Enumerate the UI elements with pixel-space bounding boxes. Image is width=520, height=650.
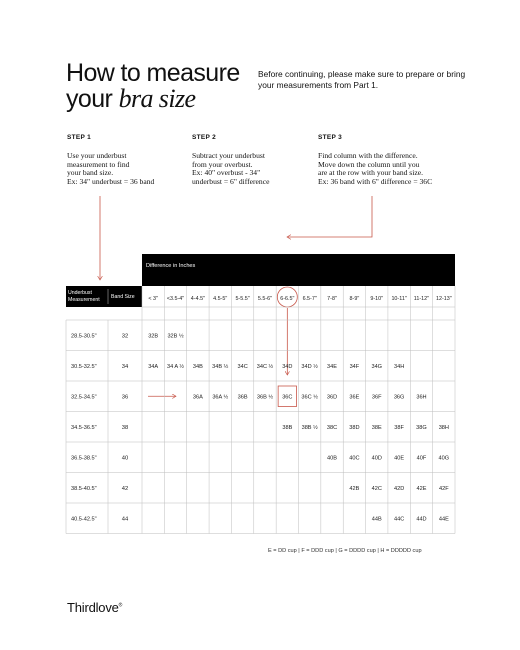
size-cell: 34D: [282, 363, 293, 370]
size-cell: 34A: [148, 363, 159, 370]
column-label: 6.5-7": [302, 296, 317, 302]
size-cell: 42B: [349, 485, 360, 492]
column-label: 8-9": [349, 296, 360, 302]
size-cell: 38H: [438, 424, 449, 431]
underbust-measurement: 38.5-40.5": [71, 485, 97, 492]
size-grid: [66, 254, 455, 534]
size-cell: 34H: [393, 363, 405, 370]
size-cell: 44C: [393, 516, 405, 523]
step-line: Find column with the difference.: [318, 151, 418, 160]
size-cell: 42D: [393, 485, 405, 492]
size-cell: 40E: [394, 455, 405, 462]
size-cell: 36E: [349, 394, 360, 401]
step-label: STEP 3: [318, 134, 343, 141]
step-line: your band size.: [67, 168, 114, 178]
band-size: 34: [121, 363, 129, 370]
brand-name: Thirdlove: [67, 600, 119, 615]
size-cell: 38C: [326, 424, 338, 431]
column-label: < 3": [148, 296, 158, 302]
size-cell: 38B ½: [301, 424, 318, 431]
size-cell: 32B: [148, 333, 159, 340]
underbust-header-line2: Measurement: [68, 297, 100, 303]
size-cell: 34B ½: [212, 363, 229, 370]
size-cell: 38B: [282, 424, 293, 431]
band-size: 40: [121, 455, 129, 462]
column-label: 5-5.5": [235, 296, 250, 302]
size-cell: 36F: [371, 394, 382, 401]
step-line: underbust = 6" difference: [192, 176, 270, 186]
column-label: 7-8": [327, 296, 337, 302]
size-cell: 44B: [371, 516, 382, 523]
size-cell: 34E: [327, 363, 338, 370]
band-header: Band Size: [111, 294, 135, 300]
underbust-measurement: 30.5-32.5": [71, 363, 97, 370]
size-cell: 38D: [349, 424, 360, 431]
underbust-measurement: 40.5-42.5": [71, 516, 97, 523]
size-cell: 34F: [349, 363, 360, 370]
size-cell: 42F: [439, 485, 449, 492]
size-cell: 34C: [237, 363, 248, 370]
step-line: are at the row with your band size.: [318, 168, 424, 178]
size-cell: 40F: [416, 455, 427, 462]
intro-text: Before continuing, please make sure to prepare or bring your measurements from Part 1.: [258, 69, 466, 90]
cup-legend: E = DD cup | F = DDD cup | G = DDDD cup | H = DDDDD cup: [268, 548, 422, 554]
size-cell: 40G: [438, 455, 450, 462]
size-cell: 34B: [192, 363, 203, 370]
size-cell: 36A ½: [212, 394, 229, 401]
band-size: 36: [121, 394, 129, 401]
registered-mark: ®: [118, 602, 123, 609]
band-size: 42: [121, 485, 129, 492]
brand-logo: [67, 600, 122, 615]
difference-header-bg: [142, 254, 455, 286]
step-label: STEP 1: [67, 134, 92, 141]
size-cell: 34 A ½: [166, 363, 185, 370]
size-cell: 40B: [327, 455, 338, 462]
underbust-header-line1: Underbust: [68, 290, 92, 296]
step-line: Ex: 34" underbust = 36 band: [67, 176, 155, 186]
size-cell: 38E: [371, 424, 382, 431]
title-line-2-plain: your: [66, 85, 119, 113]
column-label: 6-6.5": [280, 296, 295, 302]
size-cell: 36G: [393, 394, 405, 401]
band-size: 38: [121, 424, 129, 431]
step-line: Ex: 36 band with 6" difference = 36C: [318, 176, 433, 186]
step-line: Move down the column until you: [318, 159, 420, 169]
size-cell: 38G: [416, 424, 427, 431]
size-cell: 40C: [349, 455, 360, 462]
title-line-1: How to measure: [66, 59, 240, 87]
size-cell: 42E: [416, 485, 427, 492]
underbust-measurement: 34.5-36.5": [71, 424, 97, 431]
step-line: Subtract your underbust: [192, 151, 265, 160]
size-cell: 40D: [371, 455, 382, 462]
difference-header: Difference in Inches: [146, 263, 196, 269]
column-label: 4-4.5": [190, 296, 205, 302]
size-cell: 36B ½: [256, 394, 274, 401]
step-line: Use your underbust: [67, 151, 127, 160]
size-cell: 34C ½: [256, 363, 274, 370]
band-size: 44: [121, 516, 129, 523]
size-cell: 36H: [416, 394, 427, 401]
column-label: 10-11": [391, 296, 407, 302]
size-cell: 32B ½: [167, 333, 184, 340]
size-cell: 36D: [326, 394, 338, 401]
column-label: 11-12": [413, 296, 430, 302]
column-label: 4.5-5": [213, 296, 228, 302]
step-label: STEP 2: [192, 134, 217, 141]
size-cell: 38F: [394, 424, 404, 431]
size-cell: 42C: [371, 485, 382, 492]
underbust-measurement: 32.5-34.5": [71, 394, 97, 401]
step-line: Ex: 40" overbust - 34": [192, 168, 261, 178]
size-cell: 36C: [282, 394, 293, 401]
column-label: <3.5-4": [166, 296, 185, 302]
title-line-2-italic: bra size: [118, 84, 196, 113]
step-line: measurement to find: [67, 159, 130, 169]
size-cell: 36C ½: [301, 394, 318, 401]
size-cell: 36B: [237, 394, 248, 401]
column-label: 12-13": [435, 296, 452, 302]
size-cell: 36A: [192, 394, 203, 401]
size-cell: 34D ½: [301, 363, 318, 370]
underbust-measurement: 36.5-38.5": [71, 455, 97, 462]
size-cell: 44E: [438, 516, 449, 523]
underbust-measurement: 28.5-30.5": [71, 333, 97, 340]
column-label: 5.5-6": [257, 296, 273, 302]
size-cell: 34G: [371, 363, 383, 370]
step3-arrow: [287, 196, 372, 237]
column-label: 9-10": [370, 296, 384, 302]
size-cell: 44D: [416, 516, 427, 523]
band-size: 32: [121, 333, 129, 340]
step-line: from your overbust.: [192, 159, 253, 169]
